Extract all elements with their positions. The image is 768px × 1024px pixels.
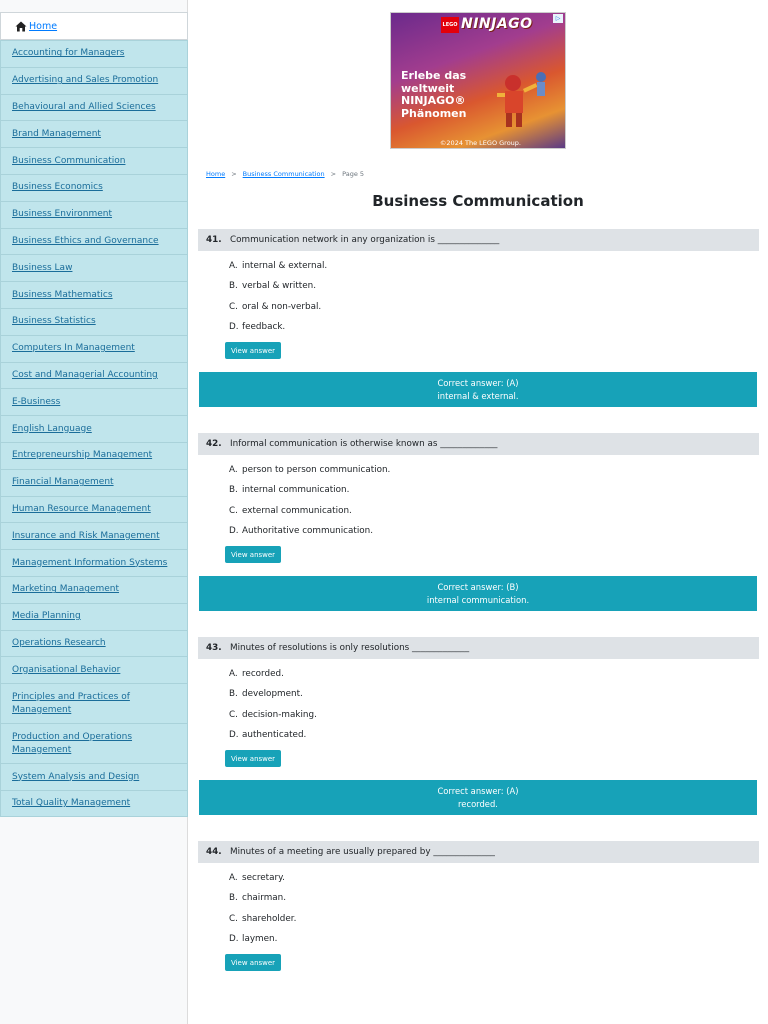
breadcrumb <box>206 170 364 178</box>
ad-copyright: ©2024 The LEGO Group. <box>439 139 521 147</box>
options-list <box>198 659 759 745</box>
sidebar-item-marketing-management[interactable] <box>0 576 188 603</box>
sidebar-item-media-planning[interactable] <box>0 603 188 630</box>
option-item <box>229 276 759 296</box>
option-text: development. <box>242 689 303 700</box>
option-letter: B. <box>229 281 238 292</box>
lego-logo: LEGO <box>441 17 459 33</box>
sidebar-item-label: Business Ethics and Governance <box>12 235 159 246</box>
option-item <box>229 868 759 888</box>
option-letter: C. <box>229 913 238 924</box>
option-letter: A. <box>229 669 238 680</box>
option-text: chairman. <box>242 893 287 904</box>
sidebar-item-label: Management Information Systems <box>12 557 168 568</box>
sidebar-item-label: Computers In Management <box>12 343 135 354</box>
option-text: internal & external. <box>242 261 328 272</box>
sidebar-item-business-law[interactable] <box>0 254 188 281</box>
ninja-figure-image <box>483 63 553 133</box>
correct-answer-label: Correct answer: (B) <box>437 582 519 593</box>
correct-answer-text: recorded. <box>458 798 498 809</box>
option-item <box>229 317 759 337</box>
sidebar-item-business-economics[interactable] <box>0 174 188 201</box>
sidebar-item-system-analysis-and-design[interactable] <box>0 763 188 790</box>
sidebar-item-label: Marketing Management <box>12 584 120 595</box>
sidebar-home-link[interactable] <box>0 12 188 40</box>
options-list <box>198 251 759 337</box>
sidebar-item-organisational-behavior[interactable] <box>0 656 188 683</box>
sidebar-item-label: Financial Management <box>12 477 114 488</box>
sidebar-item-financial-management[interactable] <box>0 469 188 496</box>
option-letter: A. <box>229 873 238 884</box>
view-answer-button[interactable]: View answer <box>225 546 281 563</box>
sidebar-item-business-environment[interactable] <box>0 201 188 228</box>
question-card <box>198 637 759 815</box>
sidebar-item-cost-and-managerial-accounting[interactable] <box>0 362 188 389</box>
ad-headline-line: Erlebe das <box>401 69 467 82</box>
option-letter: C. <box>229 505 238 516</box>
view-answer-button[interactable]: View answer <box>225 954 281 971</box>
question-number: 43. <box>206 643 222 653</box>
sidebar-home-label: Home <box>29 20 58 32</box>
correct-answer-box <box>199 780 757 815</box>
option-text: external communication. <box>242 505 352 516</box>
sidebar-item-label: Insurance and Risk Management <box>12 530 160 541</box>
sidebar-item-business-ethics-and-governance[interactable] <box>0 228 188 255</box>
sidebar-item-label: Media Planning <box>12 611 81 622</box>
sidebar-item-label: Entrepreneurship Management <box>12 450 153 461</box>
correct-answer-label: Correct answer: (A) <box>437 378 519 389</box>
sidebar-item-label: System Analysis and Design <box>12 771 140 782</box>
option-letter: A. <box>229 465 238 476</box>
sidebar-item-brand-management[interactable] <box>0 120 188 147</box>
sidebar-item-label: E-Business <box>12 396 61 407</box>
option-item <box>229 480 759 500</box>
option-letter: A. <box>229 261 238 272</box>
sidebar-item-label: Human Resource Management <box>12 503 151 514</box>
question-card <box>198 229 759 407</box>
ad-headline <box>401 70 481 120</box>
option-item <box>229 725 759 745</box>
question-number: 44. <box>206 847 222 857</box>
options-list <box>198 455 759 541</box>
question-number: 41. <box>206 235 222 245</box>
sidebar-item-label: Business Communication <box>12 155 126 166</box>
ad-banner[interactable] <box>390 12 566 149</box>
breadcrumb-current: Page 5 <box>342 170 365 178</box>
option-letter: D. <box>229 934 239 945</box>
sidebar <box>0 0 188 1024</box>
sidebar-item-label: Business Economics <box>12 182 103 193</box>
options-list <box>198 863 759 949</box>
sidebar-item-label: Advertising and Sales Promotion <box>12 75 159 86</box>
sidebar-item-principles-and-practices-of-management[interactable] <box>0 683 188 723</box>
sidebar-item-computers-in-management[interactable] <box>0 335 188 362</box>
correct-answer-label: Correct answer: (A) <box>437 786 519 797</box>
option-letter: D. <box>229 730 239 741</box>
option-item <box>229 521 759 541</box>
option-text: decision-making. <box>242 709 317 720</box>
question-number: 42. <box>206 439 222 449</box>
option-letter: D. <box>229 322 239 333</box>
ad-choices-icon[interactable]: ▷ <box>553 14 563 23</box>
sidebar-item-label: Business Statistics <box>12 316 96 327</box>
option-text: oral & non-verbal. <box>242 301 322 312</box>
option-item <box>229 684 759 704</box>
sidebar-item-management-information-systems[interactable] <box>0 549 188 576</box>
sidebar-item-behavioural-and-allied-sciences[interactable] <box>0 94 188 121</box>
sidebar-item-label: Accounting for Managers <box>12 48 125 59</box>
option-item <box>229 705 759 725</box>
option-letter: C. <box>229 709 238 720</box>
breadcrumb-separator: > <box>231 170 237 178</box>
breadcrumb-separator: > <box>330 170 337 178</box>
option-item <box>229 501 759 521</box>
option-item <box>229 664 759 684</box>
correct-answer-box <box>199 372 757 407</box>
sidebar-item-label: Cost and Managerial Accounting <box>12 369 158 380</box>
ad-headline-line: NINJAGO® <box>401 94 466 107</box>
option-item <box>229 929 759 949</box>
ad-headline-line: Phänomen <box>401 106 467 120</box>
option-text: recorded. <box>242 669 284 680</box>
option-letter: B. <box>229 893 238 904</box>
option-item <box>229 888 759 908</box>
ad-brand: NINJAGO <box>461 16 533 32</box>
sidebar-item-label: Principles and Practices of Management <box>12 691 130 715</box>
sidebar-item-label: Brand Management <box>12 128 101 139</box>
sidebar-item-label: Business Environment <box>12 209 113 220</box>
sidebar-item-business-communication[interactable] <box>0 147 188 174</box>
correct-answer-box <box>199 576 757 611</box>
sidebar-item-business-mathematics[interactable] <box>0 281 188 308</box>
option-text: shareholder. <box>242 913 297 924</box>
option-letter: B. <box>229 689 238 700</box>
sidebar-item-english-language[interactable] <box>0 415 188 442</box>
option-item <box>229 909 759 929</box>
question-card <box>198 841 759 971</box>
sidebar-item-advertising-and-sales-promotion[interactable] <box>0 67 188 94</box>
breadcrumb-section-link[interactable]: Business Communication <box>242 170 325 178</box>
correct-answer-text: internal & external. <box>437 390 519 401</box>
sidebar-item-label: Behavioural and Allied Sciences <box>12 101 156 112</box>
option-item <box>229 297 759 317</box>
sidebar-nav <box>0 12 188 817</box>
option-letter: D. <box>229 526 239 537</box>
breadcrumb-home-link[interactable]: Home <box>206 170 226 178</box>
question-text: Minutes of resolutions is only resolutions _____________ <box>230 643 470 653</box>
sidebar-item-total-quality-management[interactable] <box>0 790 188 817</box>
option-text: person to person communication. <box>242 465 391 476</box>
sidebar-item-accounting-for-managers[interactable] <box>0 40 188 67</box>
correct-answer-text: internal communication. <box>426 594 530 605</box>
sidebar-item-label: Organisational Behavior <box>12 664 121 675</box>
sidebar-item-human-resource-management[interactable] <box>0 496 188 523</box>
view-answer-button[interactable]: View answer <box>225 342 281 359</box>
option-text: authenticated. <box>242 730 307 741</box>
sidebar-item-label: Production and Operations Management <box>12 731 133 755</box>
ad-headline-line: weltweit <box>401 81 455 95</box>
sidebar-item-insurance-and-risk-management[interactable] <box>0 522 188 549</box>
option-item <box>229 256 759 276</box>
option-item <box>229 460 759 480</box>
question-header <box>198 637 759 659</box>
sidebar-item-operations-research[interactable] <box>0 630 188 657</box>
option-letter: B. <box>229 485 238 496</box>
option-text: laymen. <box>242 934 278 945</box>
question-header <box>198 433 759 455</box>
sidebar-item-business-statistics[interactable] <box>0 308 188 335</box>
sidebar-item-e-business[interactable] <box>0 388 188 415</box>
question-header <box>198 841 759 863</box>
sidebar-item-label: Business Mathematics <box>12 289 113 300</box>
option-text: Authoritative communication. <box>242 526 374 537</box>
sidebar-item-label: Operations Research <box>12 637 106 648</box>
question-text: Minutes of a meeting are usually prepared by ______________ <box>230 847 495 857</box>
option-text: verbal & written. <box>242 281 317 292</box>
sidebar-item-label: Business Law <box>12 262 73 273</box>
question-card <box>198 433 759 611</box>
sidebar-item-label: Total Quality Management <box>12 797 131 808</box>
question-text: Informal communication is otherwise known as _____________ <box>230 439 498 449</box>
option-text: secretary. <box>242 873 285 884</box>
option-text: feedback. <box>242 322 286 333</box>
home-icon <box>15 21 27 32</box>
view-answer-button[interactable]: View answer <box>225 750 281 767</box>
sidebar-item-entrepreneurship-management[interactable] <box>0 442 188 469</box>
question-text: Communication network in any organization is ______________ <box>230 235 500 245</box>
page-title: Business Communication <box>372 192 584 210</box>
sidebar-item-label: English Language <box>12 423 92 434</box>
option-letter: C. <box>229 301 238 312</box>
question-header <box>198 229 759 251</box>
option-text: internal communication. <box>242 485 350 496</box>
sidebar-item-production-and-operations-management[interactable] <box>0 723 188 763</box>
